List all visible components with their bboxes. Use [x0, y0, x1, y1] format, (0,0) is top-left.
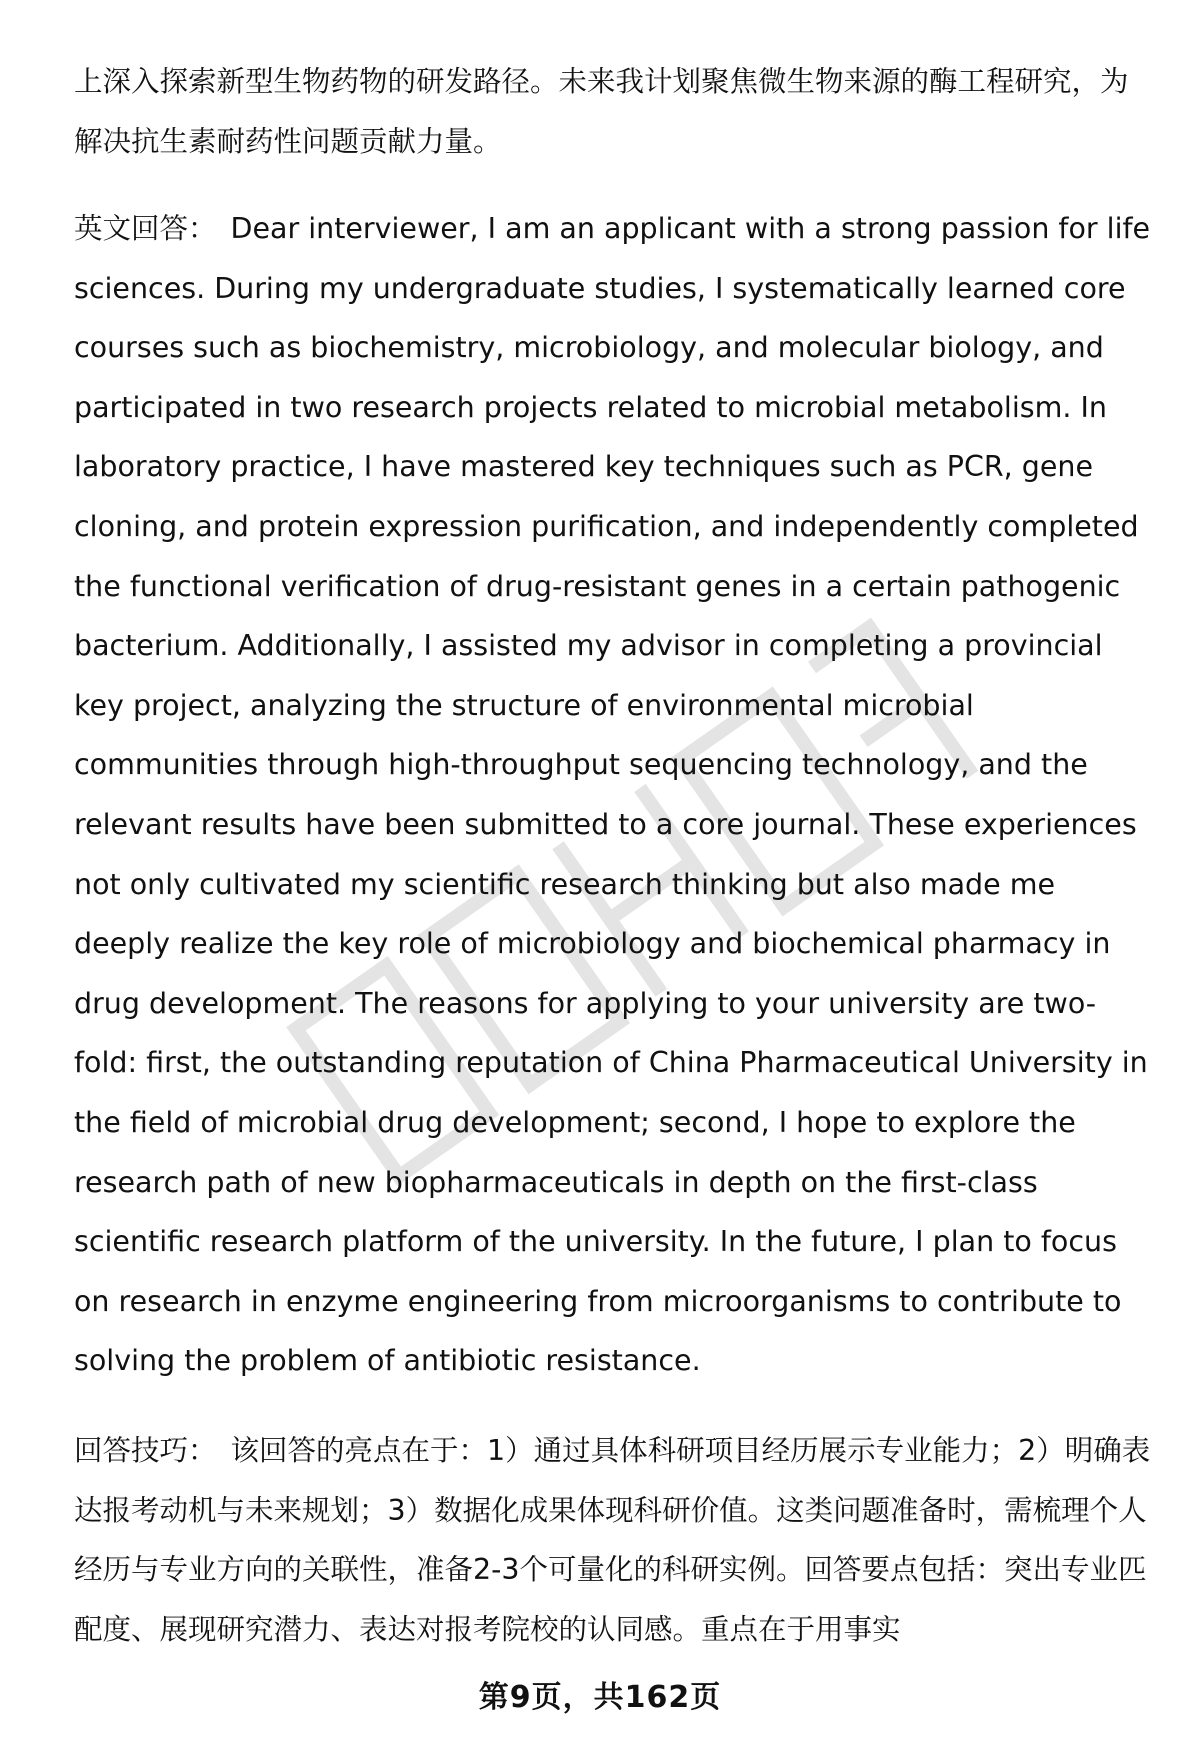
- tips-label: 回答技巧：: [74, 1434, 217, 1467]
- paragraph-tips: [74, 1421, 1152, 1659]
- tips-text: 该回答的亮点在于：1）通过具体科研项目经历展示专业能力；2）明确表达报考动机与未来规划；3）数据化成果体现科研价值。这类问题准备时，需梳理个人经历与专业方向的关联性，准备2-3个可量化的科研实例。回答要点包括：突出专业匹配度、展现研究潜力、表达对报考院校的认同感。重点在于用事实: [74, 1434, 1151, 1646]
- paragraph-cn-continuation: [74, 52, 1152, 171]
- english-answer-label: 英文回答：: [74, 212, 217, 245]
- paragraph-english-answer: [74, 199, 1152, 1391]
- paragraph-text: 上深入探索新型生物药物的研发路径。未来我计划聚焦微生物来源的酶工程研究，为解决抗生素耐药性问题贡献力量。: [74, 65, 1129, 158]
- page-number-footer: 第9页，共162页: [478, 1680, 722, 1715]
- english-answer-text: Dear interviewer, I am an applicant with a strong passion for life sciences. During my undergraduate studies, I systematically learned core courses such as biochemistry, microbiology, and molecular biology, and participated in two research projects related to microbial metabolism. In laboratory practice, I have mastered key techniques such as PCR, gene cloning, and protein expression purification, and independently completed the functional verification of drug-resistant genes in a certain pathogenic bacterium. Additionally, I assisted my advisor in completing a provincial key project, analyzing the structure of environmental microbial communities through high-throughput sequencing technology, and the relevant results have been submitted to a core journal. These experiences not only cultivated my scientific research thinking but also made me deeply realize the key role of microbiology and biochemical pharmacy in drug development. The reasons for applying to your university are two-fold: first, the outstanding reputation of China Pharmaceutical University in the field of microbial drug development; second, I hope to explore the research path of new biopharmaceuticals in depth on the first-class scientific research platform of the university. In the future, I plan to focus on research in enzyme engineering from microorganisms to contribute to solving the problem of antibiotic resistance.: [74, 212, 1151, 1378]
